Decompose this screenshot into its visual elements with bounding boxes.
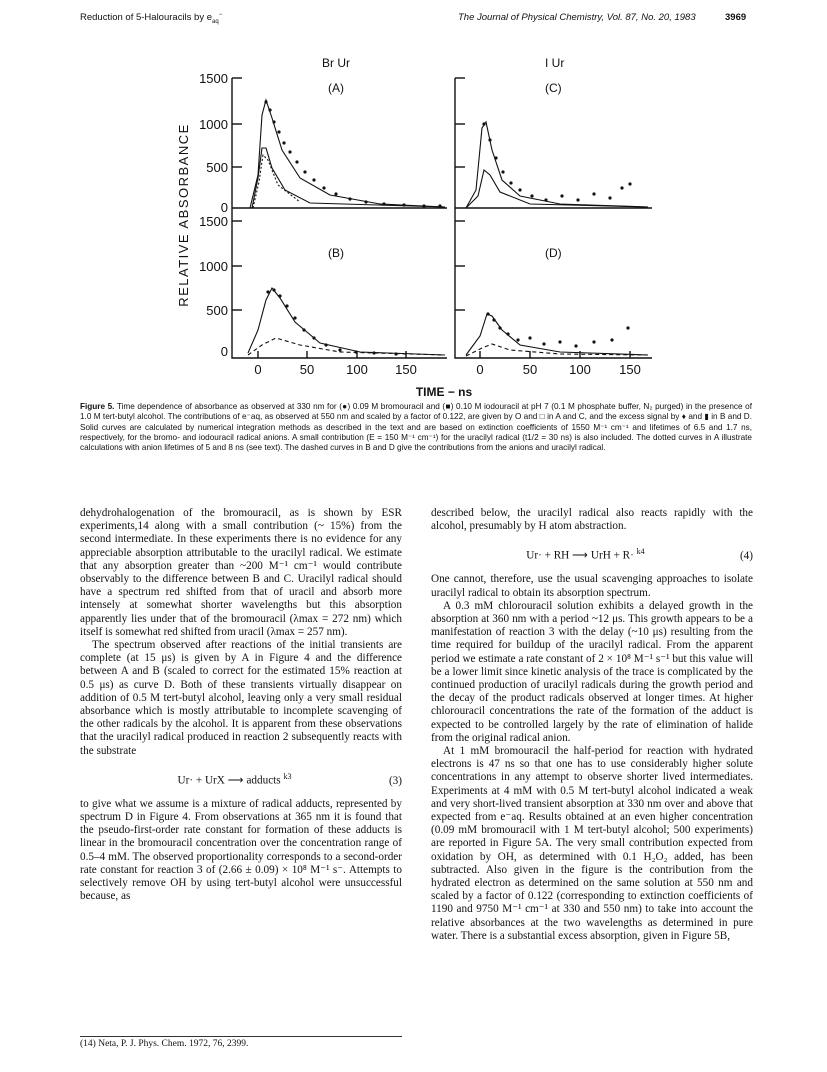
running-head-left: Reduction of 5-Halouracils by $e_{aq}^-$: [80, 12, 223, 26]
panel-title-brur: Br Ur: [322, 56, 350, 70]
equation-4: Ur· + RH ⟶ UrH + R· $^{k4}$ (4): [526, 547, 753, 563]
paragraph: to give what we assume is a mixture of radical adducts, represented by spectrum D in Figure 4. From observations at 365 nm it is found that the pseudo-first-order rate constant for formation of these adducts is linear in the bromouracil concentration over the concentration range of 0.5–4 mM. The observed proportionality corresponds to a second-order rate constant for reaction 3 of (2.66 ± 0.09) × 10⁸ M⁻¹ s⁻. Attempts to selectively remove OH by using tert-butyl alcohol were unsuccessful because, as: [80, 797, 402, 903]
panel-c-points: [482, 122, 631, 201]
x-tick: 0: [476, 362, 484, 377]
x-tick: 150: [395, 362, 417, 377]
paragraph: dehydrohalogenation of the bromouracil, as is shown by ESR experiments,14 along with a small contribution (~ 15%) from the second intermediate. In these experiments there is no evidence for any appreciable absorption attributable to the uracilyl radical. We estimate that any absorption greater than ~200 M⁻¹ cm⁻¹ would contribute observably to the difference between B and C. Uracilyl radical should have a spectrum red shifted from that of uracil and absorb more intensely at somewhat shorter wavelengths but this absorption apparently lies under that of the bromouracil (λmax = 272 nm) which itself is somewhat red shifted from uracil (λmax = 257 nm).: [80, 507, 402, 638]
right-axis-frame: [455, 78, 652, 358]
panel-d-points: [486, 312, 629, 347]
panel-b-curves: [248, 288, 445, 355]
paragraph: described below, the uracilyl radical also reacts rapidly with the alcohol, presumably by H atom abstraction.: [431, 507, 753, 533]
x-tick: 150: [619, 362, 641, 377]
x-tick: 50: [299, 362, 315, 377]
x-tick: 50: [522, 362, 538, 377]
right-column: [431, 507, 753, 943]
y-tick: 500: [206, 160, 228, 175]
panel-c-curves: [466, 122, 648, 208]
left-axis-frame: [232, 78, 447, 358]
y-axis-label: RELATIVE ABSORBANCE: [176, 123, 191, 307]
x-tick: 100: [346, 362, 368, 377]
x-tick: 0: [254, 362, 262, 377]
y-tick: 1000: [199, 259, 228, 274]
y-tick: 1500: [199, 214, 228, 229]
panel-label-c: (C): [545, 81, 562, 95]
footnote: (14) Neta, P. J. Phys. Chem. 1972, 76, 2399.: [80, 1036, 402, 1049]
paragraph: The spectrum observed after reactions of the initial transients are complete (at 15 μs) is given by A in Figure 4 and the difference between A and B (scaled to correct for the estimated 15% reaction at 0.5 μs) as curve D. Both of these transients virtually disappear on addition of 0.5 M tert-butyl alcohol, leaving only a very small residual absorbance which is mostly attributable to incomplete scavenging of the other radicals by the alcohol. It is apparent from these observations that the uracilyl radical produced in reaction 2 subsequently reacts with the substrate: [80, 639, 402, 757]
y-tick: 0: [220, 344, 228, 359]
page-number: 3969: [725, 12, 747, 23]
y-tick: 1500: [199, 71, 228, 86]
left-column: [80, 507, 402, 903]
figure-5: [0, 0, 827, 400]
panel-title-iur: I Ur: [545, 56, 565, 70]
running-head-right: The Journal of Physical Chemistry, Vol. 87, No. 20, 1983: [458, 12, 696, 23]
figure-caption: Figure 5. Time dependence of absorbance as observed at 330 nm for (●) 0.09 M bromouracil and (■) 0.10 M iodouracil at pH 7 (0.1 M phosphate buffer, N₂ purged) in the presence of 1.0 M tert-butyl alcohol. The contributions of e⁻aq, as observed at 550 nm and scaled by a factor of 0.122, are given by O and □ in A and C, and the excess signal by ♦ and ▮ in B and D. Solid curves are calculated by numerical integration methods as described in the text and are based on extinction coefficients of 1550 M⁻¹ cm⁻¹ and lifetimes of 6.5 and 1.7 ns, respectively, for the bromo- and iodouracil radical anions. A small contribution (E = 150 M⁻¹ cm⁻¹) for the uracilyl radical (t1/2 = 30 ns) is also included. The dotted curves in A illustrate calculations with anion lifetimes of 5 and 8 ns (see text). The dashed curves in B and D give the contributions from the anions and uracilyl radical.: [80, 402, 752, 453]
panel-a-curves: [250, 100, 445, 208]
y-tick: 1000: [199, 117, 228, 132]
x-tick: 100: [569, 362, 591, 377]
y-tick: 0: [220, 200, 228, 215]
x-axis-label: TIME − ns: [415, 385, 473, 399]
paragraph: One cannot, therefore, use the usual scavenging approaches to isolate uracilyl radical to obtain its absorption spectrum.: [431, 573, 753, 599]
equation-3: Ur· + UrX ⟶ adducts $^{k3}$ (3): [177, 771, 402, 787]
paragraph: A 0.3 mM chlorouracil solution exhibits a delayed growth in the absorption at 360 nm with a period ~12 μs. This growth appears to be a manifestation of reaction 3 with the delay (~10 μs) resulting from the time required for buildup of the uracilyl radical. From the apparent period we estimate a rate constant of 2 × 10⁸ M⁻¹ s⁻¹ but this value will be a lower limit since kinetic analysis of the trace is complicated by the continued production of uracilyl radicals during the growth period and the decay of the product radicals observed at longer times. At higher chlorouracil concentrations the rate of the formation of the adduct is expected to be controlled largely by the rate of elimination of halide from the original radical anion.: [431, 599, 753, 744]
panel-label-a: (A): [328, 81, 344, 95]
panel-a-points: [264, 100, 441, 207]
panel-label-d: (D): [545, 246, 562, 260]
paragraph: At 1 mM bromouracil the half-period for reaction with hydrated electrons is 47 ns so that one has to use considerably higher solute concentrations in any attempt to observe shorter lived intermediates. Experiments at 4 mM with 0.5 M tert-butyl alcohol indicated a weak and very short-lived transient absorption at 330 nm over and above that expected from e⁻aq. Results obtained at an even higher concentration (0.09 mM bromouracil with 1 M tert-butyl alcohol; 500 experiments) are reported in Figure 5A. The very small contribution expected from oxidation by OH, as determined with 0.1 H₂O₂ added, has been subtracted. Also given in the figure is the contribution from the hydrated electron as determined on the same solution at 550 nm and scaled by a factor of 0.122 (corresponding to extinction coefficients of 1190 and 9750 M⁻¹ cm⁻¹ at 330 and 550 nm) to take into account the relative absorbances at the two wavelengths as determined in pure water. There is a substantial excess absorption, given in Figure 5B,: [431, 744, 753, 942]
y-tick: 500: [206, 303, 228, 318]
panel-label-b: (B): [328, 246, 344, 260]
